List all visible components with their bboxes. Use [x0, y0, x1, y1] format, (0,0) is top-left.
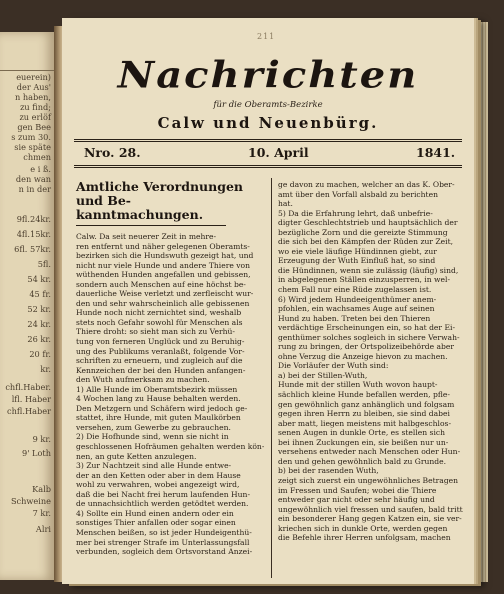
text-line: den und gehen gewöhnlich bald zu Grunde. — [278, 456, 447, 466]
text-line: wo eie viele läufige Hündinnen giebt, zur — [278, 246, 437, 256]
text-line: 4 Wochen lang zu Hause behalten werden. — [76, 394, 241, 404]
text-line: genthümer solches sogleich in sichere Verwah- — [278, 332, 460, 342]
left-column-text — [76, 232, 264, 557]
previous-page-fragment-line: 26 kr. — [27, 334, 51, 344]
issue-year: 1841. — [416, 145, 456, 160]
text-line: bezirken sich die Hundswuth gezeigt hat, und — [76, 251, 254, 261]
text-line: stets noch Gefahr sowohl für Menschen als — [76, 317, 243, 327]
previous-page-fragment-line: s zum 30. — [11, 132, 51, 142]
section-heading-line-1: Amtliche Verordnungen und Be- — [76, 179, 243, 208]
text-line: Thiere droht: so sieht man sich zu Verhü- — [76, 327, 235, 337]
text-line: wüthenden Hunden angefallen und gebissen, — [76, 270, 251, 280]
text-line: zeigt sich zuerst ein ungewöhnliches Betragen — [278, 475, 459, 485]
text-line: tung von ferneren Unglück und zu Beruhig- — [76, 337, 245, 347]
page-number: 211 — [257, 32, 276, 41]
text-line: versehens entweder nach Menschen oder Hun- — [278, 447, 461, 457]
issue-number: Nro. 28. — [84, 145, 141, 160]
text-line: Hunde noch nicht zernichtet sind, weshalb — [76, 308, 242, 318]
text-line: nicht nur viele Hunde und andere Thiere von — [76, 260, 251, 270]
previous-page-fragment-line: Schweine — [10, 496, 51, 506]
previous-page-fragment-line: 45 fr. — [29, 289, 51, 299]
previous-page-fragment-line: 7 kr. — [32, 508, 51, 518]
previous-page-fragment-line: euerein) — [16, 72, 51, 82]
text-line: 6) Wird jedem Hundeeigenthümer anem- — [278, 294, 437, 304]
text-line: der an den Ketten oder aber in dem Hause — [76, 470, 241, 480]
previous-page-fragment-line: n haben, — [15, 92, 51, 102]
left-column — [76, 180, 264, 557]
page-stack-edge — [474, 22, 488, 582]
issue-date: 10. April — [248, 145, 309, 160]
text-line: nen, an gute Ketten anzulegen. — [76, 451, 197, 461]
previous-page-fragment-line: kr. — [40, 364, 51, 374]
text-line: die Hündinnen, wenn sie zulässig (läufig) sind, — [278, 265, 459, 275]
text-line: im Fressen und Saufen; wobei die Thiere — [278, 485, 437, 495]
text-line: bei ihnen Zuckungen ein, sie beißen nur un- — [278, 437, 449, 447]
text-line: b) bei der rasenden Wuth, — [278, 466, 379, 476]
previous-page-fragment-line: 6fl. 57kr. — [14, 244, 51, 254]
text-line: in abgelegenen Ställen einzusperren, in wel- — [278, 275, 451, 285]
text-line: Menschen beißen, so ist jeder Hundeigenthü- — [76, 527, 252, 537]
previous-page-rule — [0, 70, 54, 71]
issue-rule-bottom — [74, 165, 462, 166]
text-line: de unnachsichtlich werden getödtet werden. — [76, 499, 249, 509]
previous-page-fragment-line: den wan — [15, 174, 51, 184]
previous-page-fragment-line: 9 kr. — [32, 434, 51, 444]
masthead-places: Calw und Neuenbürg. — [157, 114, 379, 132]
text-line: bezügliche Zorn und die gereizte Stimmung — [278, 227, 448, 237]
text-line: Die Vorläufer der Wuth sind: — [278, 361, 389, 371]
text-line: stattet, ihre Hunde, mit guten Maulkörben — [76, 413, 241, 423]
text-line: 3) Zur Nachtzeit sind alle Hunde entwe- — [76, 461, 232, 471]
text-line: 5) Da die Erfahrung lehrt, daß unbefrie- — [278, 208, 433, 218]
right-column-text — [278, 180, 464, 543]
text-line: chem Fall nur eine Rüde zugelassen ist. — [278, 285, 432, 295]
text-line: verbunden, sogleich dem Ortsvorstand Anzei- — [76, 547, 253, 557]
text-line: a) bei der Stillen-Wuth, — [278, 370, 368, 380]
previous-page-fragment-line: 5fl. — [37, 259, 51, 269]
text-line: Kennzeichen der bei den Hunden anfangen- — [76, 365, 246, 375]
masthead-title: Nachrichten — [117, 54, 419, 97]
text-line: 4) Sollte ein Hund einen andern oder ein — [76, 508, 234, 518]
section-heading — [76, 180, 264, 222]
text-line: 2) Die Hofhunde sind, wenn sie nicht in — [76, 432, 229, 442]
text-line: die Befehle ihrer Herren unfolgsam, machen — [278, 533, 451, 543]
text-line: ohne Verzug die Anzeige hievon zu machen. — [278, 351, 448, 361]
previous-page-fragment-line: gen Bee — [17, 122, 51, 132]
text-line: ungewöhnlich viel fressen und saufen, bald tritt — [278, 504, 463, 514]
text-line: ren entfernt und näher gelegenen Oberamts- — [76, 241, 250, 251]
text-line: ein besonderer Hang gegen Katzen ein, sie ver- — [278, 514, 462, 524]
section-heading-line-2: kanntmachungen. — [76, 207, 204, 222]
text-line: sächlich kleine Hunde befallen werden, pfle- — [278, 390, 450, 400]
previous-page-fragment-line: 4fl.15kr. — [16, 229, 51, 239]
previous-page-fragment-line: chfl.Haber. — [5, 382, 51, 392]
newspaper-page — [62, 18, 474, 584]
text-line: Hunde mit der stillen Wuth wovon haupt- — [278, 380, 438, 390]
text-line: ung des Publikums veranlaßt, folgende Vor- — [76, 346, 245, 356]
text-line: gen gewöhnlich ganz anhänglich und folgsam — [278, 399, 455, 409]
section-heading-rule — [76, 225, 226, 226]
text-line: Den Metzgern und Schäfern wird jedoch ge- — [76, 403, 248, 413]
previous-page-fragment-line: e i ß. — [30, 164, 51, 174]
text-line: den Wuth aufmerksam zu machen. — [76, 375, 210, 385]
previous-page-fragment-line: 24 kr. — [27, 319, 51, 329]
issue-rule-bottom-2 — [74, 167, 462, 168]
text-line: verdächtige Erscheinungen ein, so hat der Ei- — [278, 323, 456, 333]
text-line: daß die bei Nacht frei herum laufenden Hun- — [76, 489, 251, 499]
text-line: dauerliche Weise verletzt und zerfleischt wur- — [76, 289, 254, 299]
text-line: Hund zu haben. Treten bei den Thieren — [278, 313, 431, 323]
text-line: den und sehr wahrscheinlich alle gebissenen — [76, 298, 250, 308]
text-line: versehen, zum Gewerbe zu gebrauchen. — [76, 422, 231, 432]
right-column — [278, 180, 464, 543]
text-line: sonstiges Thier anfallen oder sogar einen — [76, 518, 236, 528]
text-line: pfohlen, ein wachsames Auge auf seinen — [278, 304, 435, 314]
text-line: sondern auch Menschen auf eine höchst be- — [76, 279, 246, 289]
previous-page-fragment-line: sie späte — [14, 142, 51, 152]
text-line: mer bei strenger Strafe im Unterlassungsfall — [76, 537, 250, 547]
previous-page-fragment — [0, 32, 54, 580]
previous-page-fragment-line: 9' Loth — [22, 448, 51, 458]
text-line: digter Geschlechtstrieb und hauptsächlich der — [278, 218, 458, 228]
column-divider — [271, 178, 272, 578]
previous-page-fragment-line: 9fl.24kr. — [16, 214, 51, 224]
previous-page-fragment-line: Alri — [35, 524, 51, 534]
text-line: geschlossenen Hofräumen gehalten werden kön- — [76, 442, 264, 452]
text-line: aber matt, liegen meistens mit halbgeschlos- — [278, 418, 452, 428]
masthead-subtitle: für die Oberamts-Bezirke — [213, 100, 323, 110]
text-line: wohl zu verwahren, wobei angezeigt wird, — [76, 480, 240, 490]
previous-page-fragment-line: Kalb — [32, 484, 51, 494]
text-line: entweder gar nicht oder sehr häufig und — [278, 495, 435, 505]
text-line: schriften zu erneuern, und zugleich auf die — [76, 356, 243, 366]
previous-page-fragment-line: zu erlöf — [19, 112, 51, 122]
issue-rule-top — [74, 139, 462, 140]
text-line: senen Augen in dunkle Orte, es stellen sich — [278, 428, 446, 438]
text-line: Calw. Da seit neuerer Zeit in mehre- — [76, 232, 217, 241]
previous-page-fragment-line: 54 kr. — [27, 274, 51, 284]
text-line: hat. — [278, 199, 293, 209]
previous-page-fragment-line: chfl.Haber — [7, 406, 51, 416]
previous-page-fragment-line: n in der — [18, 184, 51, 194]
text-line: amt über den Vorfall alsbald zu berichten — [278, 189, 438, 199]
previous-page-fragment-line: chmen — [23, 152, 51, 162]
text-line: gegen ihren Herrn zu bleiben, sie sind dabei — [278, 409, 450, 419]
issue-rule-top-2 — [74, 141, 462, 142]
text-line: kriechen sich in dunkle Orte, werden gegen — [278, 523, 448, 533]
text-line: 1) Alle Hunde im Oberamtsbezirk müssen — [76, 384, 238, 394]
previous-page-fragment-line: 52 kr. — [27, 304, 51, 314]
text-line: Erzeugung der Wuth Einfluß hat, so sind — [278, 256, 436, 266]
text-line: die sich bei den Kämpfen der Rüden zur Zeit, — [278, 237, 454, 247]
text-line: ge davon zu machen, welcher an das K. Ober- — [278, 180, 455, 189]
previous-page-fragment-line: der Aus' — [16, 82, 51, 92]
previous-page-fragment-line: 20 fr. — [29, 349, 51, 359]
previous-page-fragment-line: zu find; — [20, 102, 51, 112]
text-line: rung zu bringen, der Ortspolizeibehörde aber — [278, 342, 455, 352]
previous-page-fragment-line: lfl. Haber — [11, 394, 51, 404]
